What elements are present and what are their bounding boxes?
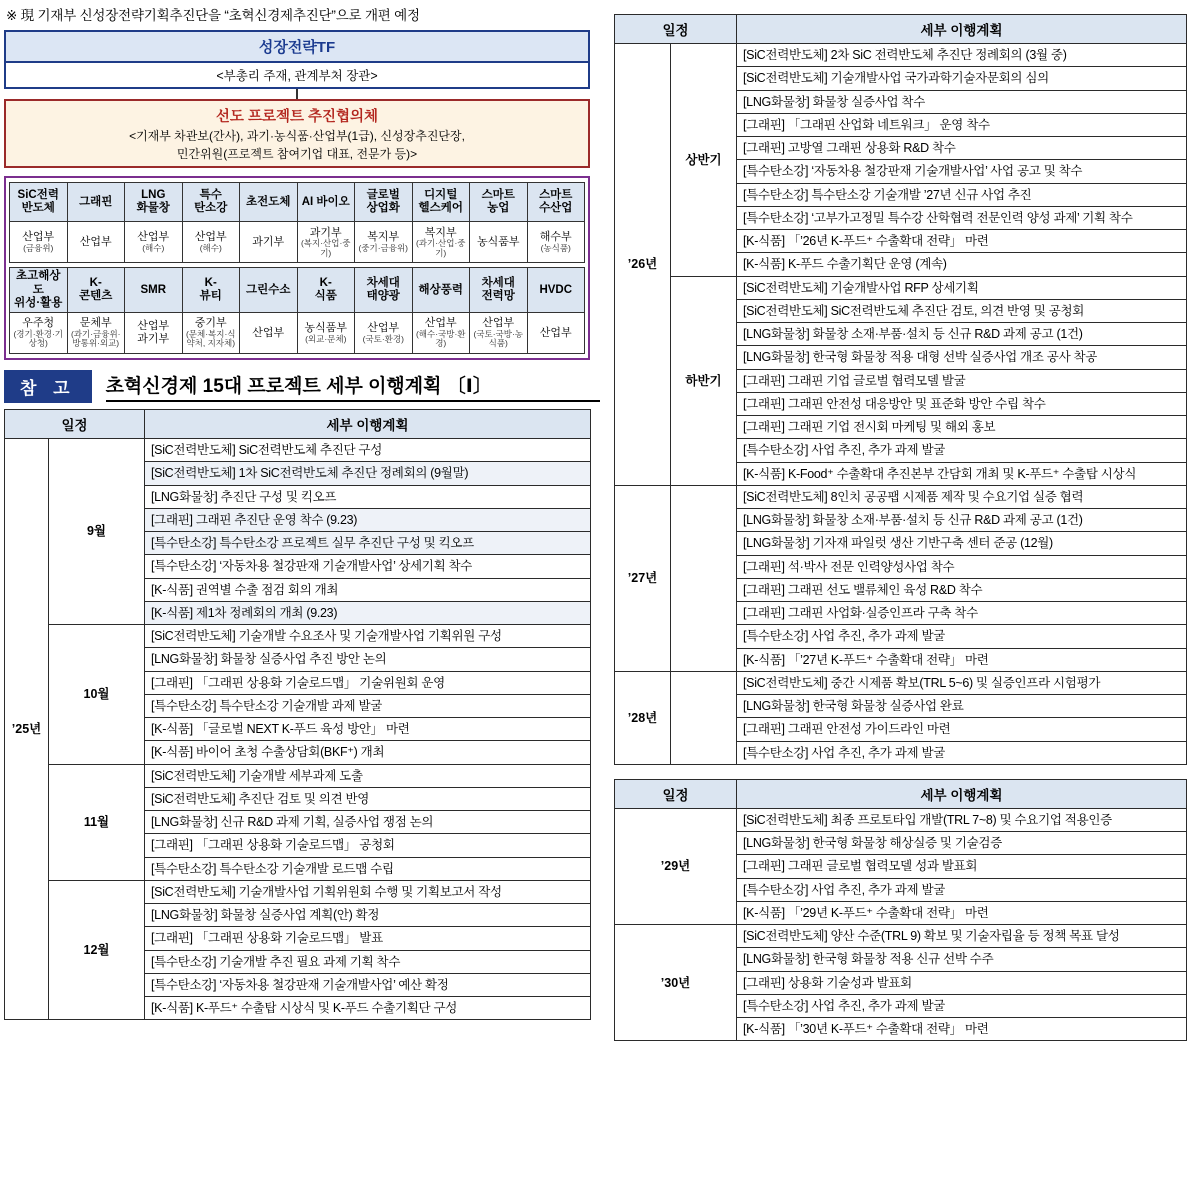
project-grid [4, 176, 590, 360]
plan-item-cell: [LNG화물창] 한국형 화물창 실증사업 완료 [737, 695, 1187, 718]
col-header-detail: 세부 이행계획 [737, 15, 1187, 44]
plan-item-cell: [LNG화물창] 한국형 화물창 적용 신규 선박 수주 [737, 948, 1187, 971]
plan-item-cell: [K-식품] 제1차 정례회의 개최 (9.23) [145, 601, 591, 624]
plan-item-cell: [LNG화물창] 신규 R&D 과제 기획, 실증사업 쟁점 논의 [145, 811, 591, 834]
plan-item-cell: [LNG화물창] 화물창 실증사업 착수 [737, 90, 1187, 113]
month-cell: 10월 [49, 625, 145, 765]
project-name-cell: 스마트 농업 [470, 183, 528, 222]
col-header-detail: 세부 이행계획 [145, 410, 591, 439]
plan-item-cell: [SiC전력반도체] 기술개발사업 RFP 상세기획 [737, 276, 1187, 299]
plan-item-cell: [LNG화물창] 화물창 실증사업 계획(안) 확정 [145, 904, 591, 927]
col-header-schedule: 일정 [615, 779, 737, 808]
plan-item-cell: [그래핀] 그래핀 추진단 운영 착수 (9.23) [145, 508, 591, 531]
plan-item-cell: [SiC전력반도체] SiC전력반도체 추진단 구성 [145, 439, 591, 462]
month-cell: 9월 [49, 439, 145, 625]
project-dept-cell: 산업부 [67, 222, 125, 263]
project-dept-cell: 해수부 (농식품) [527, 222, 585, 263]
period-cell: 상반기 [671, 44, 737, 277]
council-title: 선도 프로젝트 추진협의체 [215, 109, 379, 125]
table-row [5, 764, 591, 787]
year-cell: ’27년 [615, 485, 671, 671]
project-name-cell: 그래핀 [67, 183, 125, 222]
project-name-cell: 차세대 태양광 [355, 268, 413, 313]
growth-strategy-tf-subtitle: <부총리 주재, 관계부처 장관> [4, 63, 590, 89]
plan-item-cell: [특수탄소강] 사업 추진, 추가 과제 발굴 [737, 878, 1187, 901]
reference-title: 초혁신경제 15대 프로젝트 세부 이행계획 〔Ⅰ〕 [106, 371, 600, 402]
table-row [615, 925, 1187, 948]
project-name-cell: 특수 탄소강 [182, 183, 240, 222]
plan-item-cell: [특수탄소강] 사업 추진, 추가 과제 발굴 [737, 625, 1187, 648]
reference-heading [4, 370, 600, 403]
plan-item-cell: [특수탄소강] 기술개발 추진 필요 과제 기획 착수 [145, 950, 591, 973]
project-name-cell: AI 바이오 [297, 183, 355, 222]
year-cell: ’25년 [5, 439, 49, 1020]
plan-item-cell: [특수탄소강] 특수탄소강 기술개발 과제 발굴 [145, 694, 591, 717]
left-column [0, 0, 600, 1020]
plan-item-cell: [그래핀] 「그래핀 상용화 기술로드맵」 기술위원회 운영 [145, 671, 591, 694]
plan-item-cell: [그래핀] 「그래핀 상용화 기술로드맵」 공청회 [145, 834, 591, 857]
plan-item-cell: [그래핀] 그래핀 선도 밸류체인 육성 R&D 착수 [737, 578, 1187, 601]
table-row [615, 671, 1187, 694]
table-row [615, 485, 1187, 508]
project-dept-cell: 문체부 (과기·금융위·방통위·외교) [67, 313, 125, 354]
plan-item-cell: [LNG화물창] 추진단 구성 및 킥오프 [145, 485, 591, 508]
project-name-cell: 스마트 수산업 [527, 183, 585, 222]
plan-item-cell: [SiC전력반도체] 중간 시제품 확보(TRL 5~6) 및 실증인프라 시험평가 [737, 671, 1187, 694]
org-chart [4, 30, 590, 360]
plan-item-cell: [SiC전력반도체] 기술개발 세부과제 도출 [145, 764, 591, 787]
plan-item-cell: [K-식품] K-푸드 수출기획단 운영 (계속) [737, 253, 1187, 276]
month-cell: 12월 [49, 880, 145, 1020]
plan-item-cell: [그래핀] 그래핀 사업화·실증인프라 구축 착수 [737, 602, 1187, 625]
plan-item-cell: [LNG화물창] 화물창 실증사업 추진 방안 논의 [145, 648, 591, 671]
plan-item-cell: [SiC전력반도체] SiC전력반도체 추진단 검토, 의견 반영 및 공청회 [737, 299, 1187, 322]
table-row [615, 44, 1187, 67]
project-grid-row2-table [9, 267, 585, 354]
plan-item-cell: [SiC전력반도체] 기술개발사업 기획위원회 수행 및 기획보고서 작성 [145, 880, 591, 903]
plan-item-cell: [LNG화물창] 화물창 소재·부품·설치 등 신규 R&D 과제 공고 (1건) [737, 509, 1187, 532]
table-row [5, 625, 591, 648]
plan-item-cell: [LNG화물창] 기자재 파일럿 생산 기반구축 센터 준공 (12월) [737, 532, 1187, 555]
project-name-cell: 그린수소 [240, 268, 298, 313]
plan-item-cell: [그래핀] 그래핀 안전성 대응방안 및 표준화 방안 수립 착수 [737, 392, 1187, 415]
project-row1-names [10, 183, 585, 222]
plan-item-cell: [그래핀] 그래핀 안전성 가이드라인 마련 [737, 718, 1187, 741]
plan-item-cell: [K-식품] 바이어 초청 수출상담회(BKF⁺) 개최 [145, 741, 591, 764]
plan-item-cell: [그래핀] 상용화 기술성과 발표회 [737, 971, 1187, 994]
plan-item-cell: [그래핀] 고방열 그래핀 상용화 R&D 착수 [737, 137, 1187, 160]
right-column [614, 14, 1186, 1041]
plan-item-cell: [특수탄소강] 특수탄소강 기술개발 로드맵 수립 [145, 857, 591, 880]
table-row [615, 276, 1187, 299]
period-cell [671, 671, 737, 764]
project-name-cell: HVDC [527, 268, 585, 313]
reference-badge: 참 고 [4, 370, 92, 403]
project-dept-cell: 복지부 (중기·금융위) [355, 222, 413, 263]
project-dept-cell: 산업부 [527, 313, 585, 354]
project-name-cell: K- 콘텐츠 [67, 268, 125, 313]
project-dept-cell: 과기부 [240, 222, 298, 263]
project-name-cell: K- 뷰티 [182, 268, 240, 313]
project-dept-cell: 중기부 (문체·복지·식약처, 지자체) [182, 313, 240, 354]
project-name-cell: SMR [125, 268, 183, 313]
month-cell: 11월 [49, 764, 145, 880]
plan-item-cell: [LNG화물창] 한국형 화물창 적용 대형 선박 실증사업 개조 공사 착공 [737, 346, 1187, 369]
plan-item-cell: [K-식품] 「’26년 K-푸드⁺ 수출확대 전략」 마련 [737, 230, 1187, 253]
col-header-detail: 세부 이행계획 [737, 779, 1187, 808]
plan-item-cell: [K-식품] 「글로벌 NEXT K-푸드 육성 방안」 마련 [145, 718, 591, 741]
year-cell: ’30년 [615, 925, 737, 1041]
project-grid-row1-table [9, 182, 585, 263]
council-subtitle-2: 민간위원(프로젝트 참여기업 대표, 전문가 등)> [176, 147, 418, 162]
project-row1-depts [10, 222, 585, 263]
project-dept-cell: 산업부 (해수) [182, 222, 240, 263]
project-dept-cell: 산업부 (국토·국방·농식품) [470, 313, 528, 354]
plan-item-cell: [SiC전력반도체] 2차 SiC 전력반도체 추진단 정례회의 (3월 중) [737, 44, 1187, 67]
plan-item-cell: [K-식품] 「’29년 K-푸드⁺ 수출확대 전략」 마련 [737, 901, 1187, 924]
plan-item-cell: [특수탄소강] 사업 추진, 추가 과제 발굴 [737, 439, 1187, 462]
project-dept-cell: 산업부 과기부 [125, 313, 183, 354]
plan-item-cell: [SiC전력반도체] 양산 수준(TRL 9) 확보 및 기술자립율 등 정책 목표 달성 [737, 925, 1187, 948]
plan-item-cell: [SiC전력반도체] 기술개발사업 국가과학기술자문회의 심의 [737, 67, 1187, 90]
plan-item-cell: [특수탄소강] ‘자동차용 철강판재 기술개발사업’ 사업 공고 및 착수 [737, 160, 1187, 183]
plan-item-cell: [K-식품] 「’27년 K-푸드⁺ 수출확대 전략」 마련 [737, 648, 1187, 671]
year-cell: ’28년 [615, 671, 671, 764]
col-header-schedule: 일정 [615, 15, 737, 44]
plan-item-cell: [특수탄소강] 특수탄소강 프로젝트 실무 추진단 구성 및 킥오프 [145, 532, 591, 555]
col-header-schedule: 일정 [5, 410, 145, 439]
project-dept-cell: 농식품부 (외교·문체) [297, 313, 355, 354]
plan-item-cell: [특수탄소강] 특수탄소강 기술개발 ’27년 신규 사업 추진 [737, 183, 1187, 206]
plan-item-cell: [LNG화물창] 화물창 소재·부품·설치 등 신규 R&D 과제 공고 (1건) [737, 323, 1187, 346]
plan-item-cell: [그래핀] 「그래핀 산업화 네트워크」 운영 착수 [737, 113, 1187, 136]
project-dept-cell: 산업부 (국토·환경) [355, 313, 413, 354]
project-row2-depts [10, 313, 585, 354]
plan-table-29-30 [614, 779, 1187, 1042]
project-name-cell: K- 식품 [297, 268, 355, 313]
project-dept-cell: 과기부 (복지·산업·중기) [297, 222, 355, 263]
year-cell: ’29년 [615, 808, 737, 924]
project-name-cell: 차세대 전력망 [470, 268, 528, 313]
project-dept-cell: 산업부 (금융위) [10, 222, 68, 263]
plan-item-cell: [특수탄소강] 사업 추진, 추가 과제 발굴 [737, 994, 1187, 1017]
table-row [5, 880, 591, 903]
note-line: ※ 現 기재부 신성장전략기획추진단을 “초혁신경제추진단”으로 개편 예정 [6, 8, 420, 23]
plan-item-cell: [그래핀] 「그래핀 상용화 기술로드맵」 발표 [145, 927, 591, 950]
project-dept-cell: 우주청 (경기·환경·기상청) [10, 313, 68, 354]
plan-item-cell: [SiC전력반도체] 최종 프로토타입 개발(TRL 7~8) 및 수요기업 적용인증 [737, 808, 1187, 831]
project-dept-cell: 농식품부 [470, 222, 528, 263]
table-row [615, 808, 1187, 831]
plan-table-26-28 [614, 14, 1187, 765]
plan-item-cell: [K-식품] K-Food⁺ 수출확대 추진본부 간담회 개최 및 K-푸드⁺ 수출탑 시상식 [737, 462, 1187, 485]
council-subtitle-1: <기재부 차관보(간사), 과기·농식품·산업부(1급), 신성장추진단장, [129, 129, 465, 143]
plan-item-cell: [그래핀] 그래핀 기업 글로벌 협력모델 발굴 [737, 369, 1187, 392]
plan-item-cell: [SiC전력반도체] 8인치 공공팹 시제품 제작 및 수요기업 실증 협력 [737, 485, 1187, 508]
plan-item-cell: [특수탄소강] ‘자동차용 철강판재 기술개발사업’ 상세기획 착수 [145, 555, 591, 578]
project-dept-cell: 산업부 [240, 313, 298, 354]
plan-item-cell: [SiC전력반도체] 추진단 검토 및 의견 반영 [145, 787, 591, 810]
plan-item-cell: [특수탄소강] ‘자동차용 철강판재 기술개발사업’ 예산 확정 [145, 973, 591, 996]
plan-item-cell: [SiC전력반도체] 1차 SiC전력반도체 추진단 정례회의 (9월말) [145, 462, 591, 485]
table-row [5, 439, 591, 462]
project-name-cell: 글로벌 상업화 [355, 183, 413, 222]
project-name-cell: LNG 화물창 [125, 183, 183, 222]
plan-table-2025 [4, 409, 591, 1020]
plan-item-cell: [LNG화물창] 한국형 화물창 해상실증 및 기술검증 [737, 832, 1187, 855]
plan-item-cell: [K-식품] 「’30년 K-푸드⁺ 수출확대 전략」 마련 [737, 1018, 1187, 1041]
project-name-cell: 해상풍력 [412, 268, 470, 313]
project-name-cell: 초전도체 [240, 183, 298, 222]
plan-item-cell: [그래핀] 그래핀 글로벌 협력모델 성과 발표회 [737, 855, 1187, 878]
year-cell: ’26년 [615, 44, 671, 486]
project-dept-cell: 산업부 (해수·국방·환경) [412, 313, 470, 354]
project-name-cell: 초고해상도 위성·활용 [10, 268, 68, 313]
org-connector [296, 89, 298, 99]
period-cell: 하반기 [671, 276, 737, 485]
plan-item-cell: [특수탄소강] ‘고부가고정밀 특수강 산학협력 전문인력 양성 과제’ 기획 착수 [737, 206, 1187, 229]
plan-item-cell: [특수탄소강] 사업 추진, 추가 과제 발굴 [737, 741, 1187, 764]
plan-item-cell: [SiC전력반도체] 기술개발 수요조사 및 기술개발사업 기획위원 구성 [145, 625, 591, 648]
period-cell [671, 485, 737, 671]
plan-item-cell: [K-식품] 권역별 수출 점검 회의 개최 [145, 578, 591, 601]
plan-item-cell: [그래핀] 그래핀 기업 전시회 마케팅 및 해외 홍보 [737, 416, 1187, 439]
project-row2-names [10, 268, 585, 313]
project-name-cell: SiC전력 반도체 [10, 183, 68, 222]
lead-project-council [4, 99, 590, 168]
project-dept-cell: 복지부 (과기·산업·중기) [412, 222, 470, 263]
plan-item-cell: [K-식품] K-푸드⁺ 수출탑 시상식 및 K-푸드 수출기획단 구성 [145, 997, 591, 1020]
growth-strategy-tf-title: 성장전략TF [4, 30, 590, 63]
project-name-cell: 디지털 헬스케어 [412, 183, 470, 222]
project-dept-cell: 산업부 (해수) [125, 222, 183, 263]
plan-item-cell: [그래핀] 석·박사 전문 인력양성사업 착수 [737, 555, 1187, 578]
